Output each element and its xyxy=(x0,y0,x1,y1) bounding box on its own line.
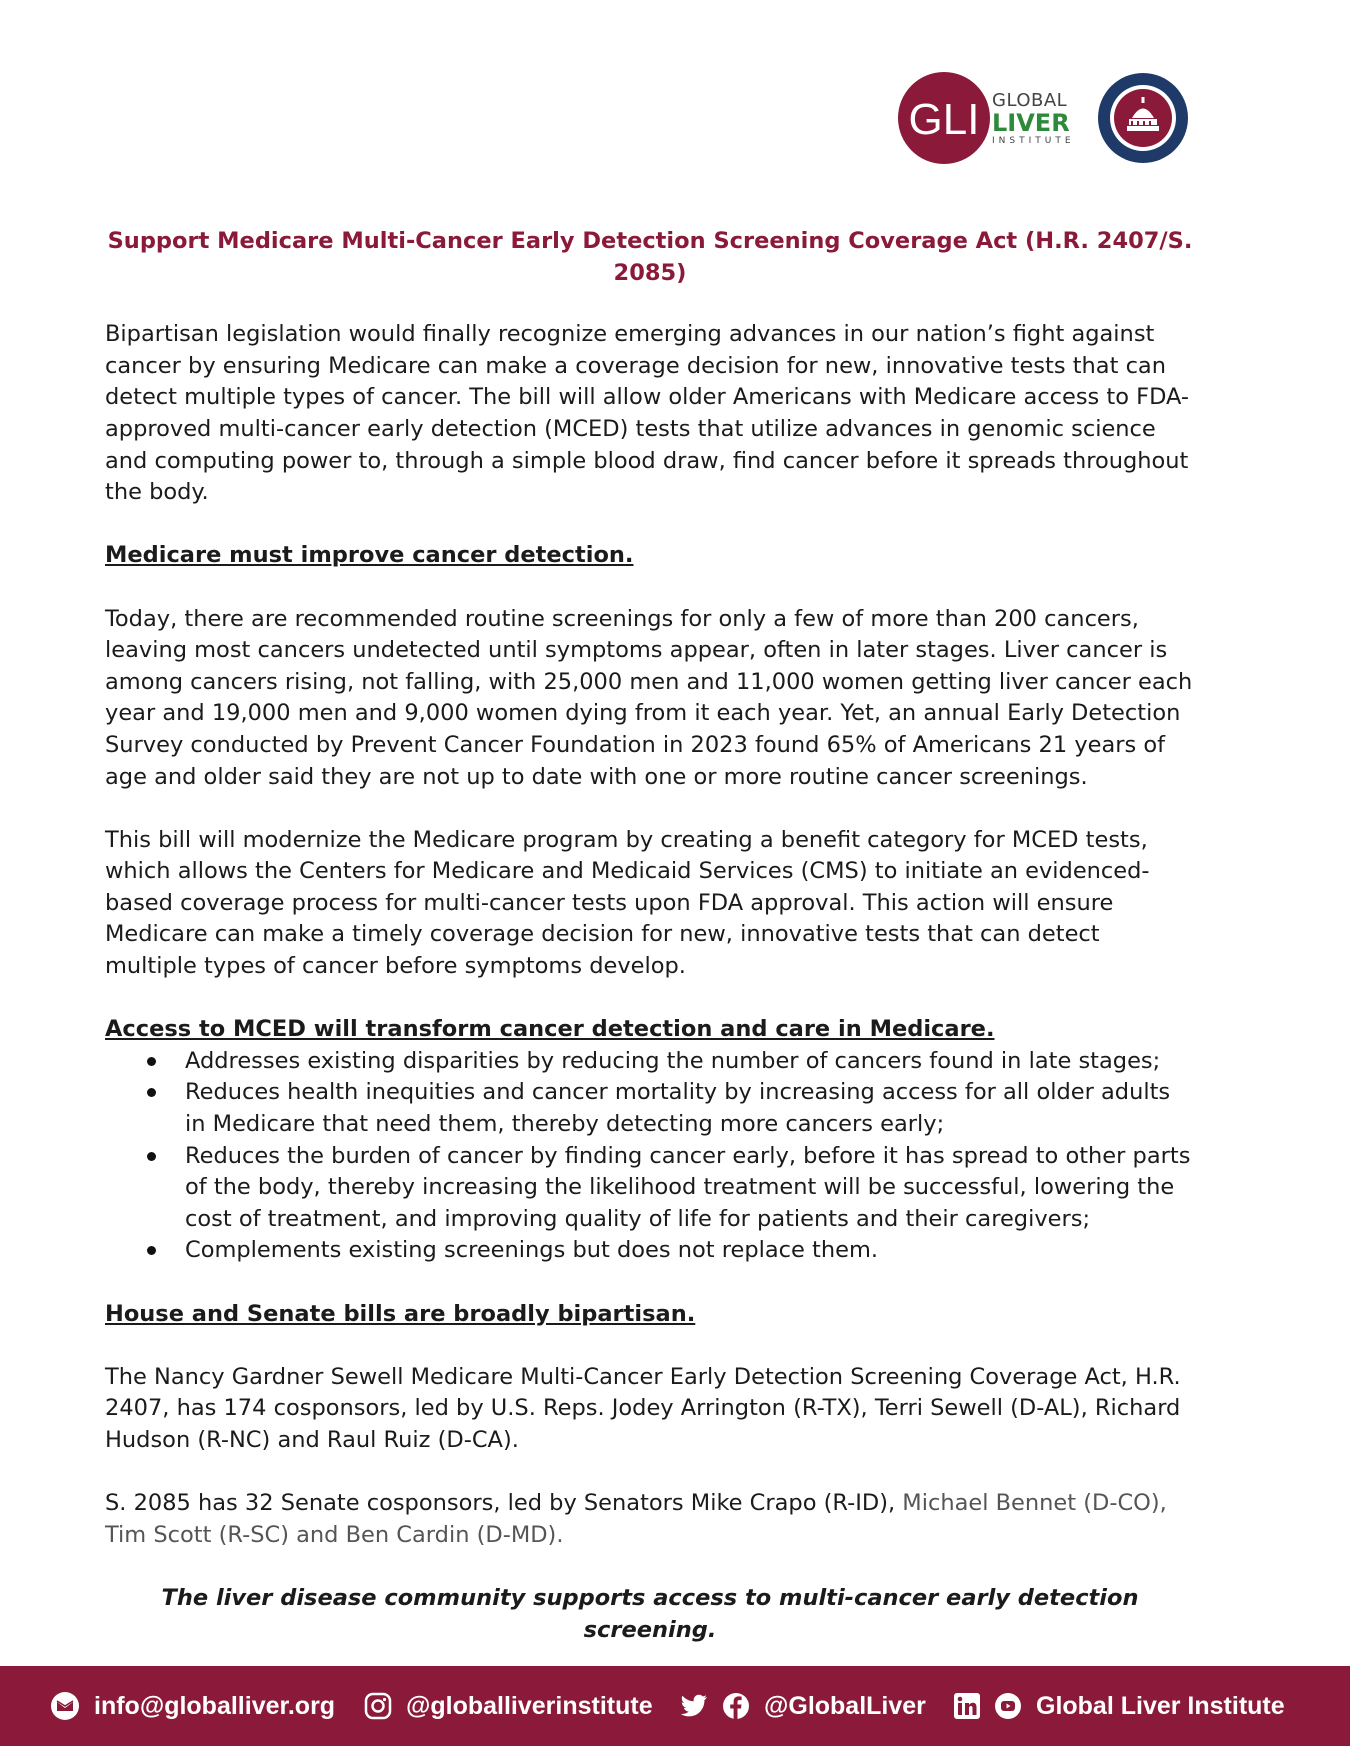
logo-line-liver: LIVER xyxy=(992,109,1070,137)
instagram-icon xyxy=(364,1692,392,1720)
twitter-icon xyxy=(680,1693,708,1719)
liver-health-policy-seal xyxy=(1096,71,1190,165)
senate-text-end: Michael Bennet (D-CO), Tim Scott (R-SC) and Ben Cardin (D-MD). xyxy=(105,1490,1167,1548)
house-bill-paragraph: The Nancy Gardner Sewell Medicare Multi-Cancer Early Detection Screening Coverage Act, H.R. 2407, has 174 cosponsors, led by U.S. Reps. Jodey Arrington (R-TX), Terri Sewell (D-AL), Richard Hudson (R-NC) and Raul Ruiz (D-CA). xyxy=(105,1363,1181,1453)
footer-instagram-link[interactable]: @globalliverinstitute xyxy=(406,1691,653,1720)
list-item: Addresses existing disparities by reducing the number of cancers found in late stages; xyxy=(185,1046,1195,1078)
logo-line-institute: INSTITUTE xyxy=(992,136,1075,146)
document-title: Support Medicare Multi-Cancer Early Detection Screening Coverage Act (H.R. 2407/S. 2085) xyxy=(107,228,1193,286)
footer-linkedin-youtube[interactable] xyxy=(954,1688,1285,1724)
logo-line-global: GLOBAL xyxy=(992,90,1068,111)
access-bullet-list xyxy=(105,1046,1195,1267)
detection-paragraph-1: Today, there are recommended routine screenings for only a few of more than 200 cancers, leaving most cancers undetected until symptoms appear, often in later stages. Liver cancer is among cancers rising, not falling, with 25,000 men and 11,000 women getting liver cancer each year and 19,000 men and 9,000 women dying from it each year. Yet, an annual Early Detection Survey conducted by Prevent Cancer Foundation in 2023 found 65% of Americans 21 years of age and older said they are not up to date with one or more routine cancer screenings. xyxy=(105,605,1193,790)
svg-text:GLI: GLI xyxy=(908,95,980,144)
footer-twitter-facebook[interactable] xyxy=(680,1688,926,1724)
section-heading-detection: Medicare must improve cancer detection. xyxy=(105,542,634,569)
list-item: Reduces health inequities and cancer mortality by increasing access for all older adults in Medicare that need them, thereby detecting more cancers early; xyxy=(185,1077,1195,1140)
detection-paragraph-2: This bill will modernize the Medicare program by creating a benefit category for MCED tests, which allows the Centers for Medicare and Medicaid Services (CMS) to initiate an evidenced-based coverage process for multi-cancer tests upon FDA approval. This action will ensure Medicare can make a timely coverage decision for new, innovative tests that can detect multiple types of cancer before symptoms develop. xyxy=(105,826,1150,980)
gli-wordmark xyxy=(992,90,1075,146)
section-heading-access: Access to MCED will transform cancer detection and care in Medicare. xyxy=(105,1016,995,1043)
header-logos xyxy=(896,70,1196,166)
footer-twitter-link[interactable]: @GlobalLiver xyxy=(764,1691,926,1720)
footer-instagram[interactable] xyxy=(364,1688,653,1724)
list-item: Reduces the burden of cancer by finding cancer early, before it has spread to other parts of the body, thereby increasing the likelihood treatment will be successful, lowering the cost of treatment, and improving quality of life for patients and their caregivers; xyxy=(185,1141,1195,1236)
footer-email-link[interactable]: info@globalliver.org xyxy=(94,1691,336,1720)
footer-linkedin-link[interactable]: Global Liver Institute xyxy=(1036,1691,1285,1720)
section-heading-bipartisan: House and Senate bills are broadly bipartisan. xyxy=(105,1300,696,1327)
youtube-icon xyxy=(994,1692,1022,1720)
document-body xyxy=(105,226,1195,1646)
footer-email[interactable] xyxy=(50,1688,335,1724)
intro-paragraph: Bipartisan legislation would finally recognize emerging advances in our nation’s fight against cancer by ensuring Medicare can make a coverage decision for new, innovative tests that can detect multiple types of cancer. The bill will allow older Americans with Medicare access to FDA-approved multi-cancer early detection (MCED) tests that utilize advances in genomic science and computing power to, through a simple blood draw, find cancer before it spreads throughout the body. xyxy=(105,321,1190,506)
mail-icon xyxy=(50,1691,80,1721)
gli-logo-mark xyxy=(896,70,992,166)
senate-bill-paragraph xyxy=(105,1488,1195,1551)
linkedin-icon xyxy=(954,1693,980,1719)
facebook-icon xyxy=(722,1692,750,1720)
closing-statement: The liver disease community supports access to multi-cancer early detection screening. xyxy=(161,1584,1139,1643)
list-item: Complements existing screenings but does not replace them. xyxy=(185,1235,1195,1267)
footer-bar xyxy=(0,1666,1350,1746)
senate-text-start: S. 2085 has 32 Senate cosponsors, led by Senators Mike Crapo (R-ID), xyxy=(105,1490,903,1517)
